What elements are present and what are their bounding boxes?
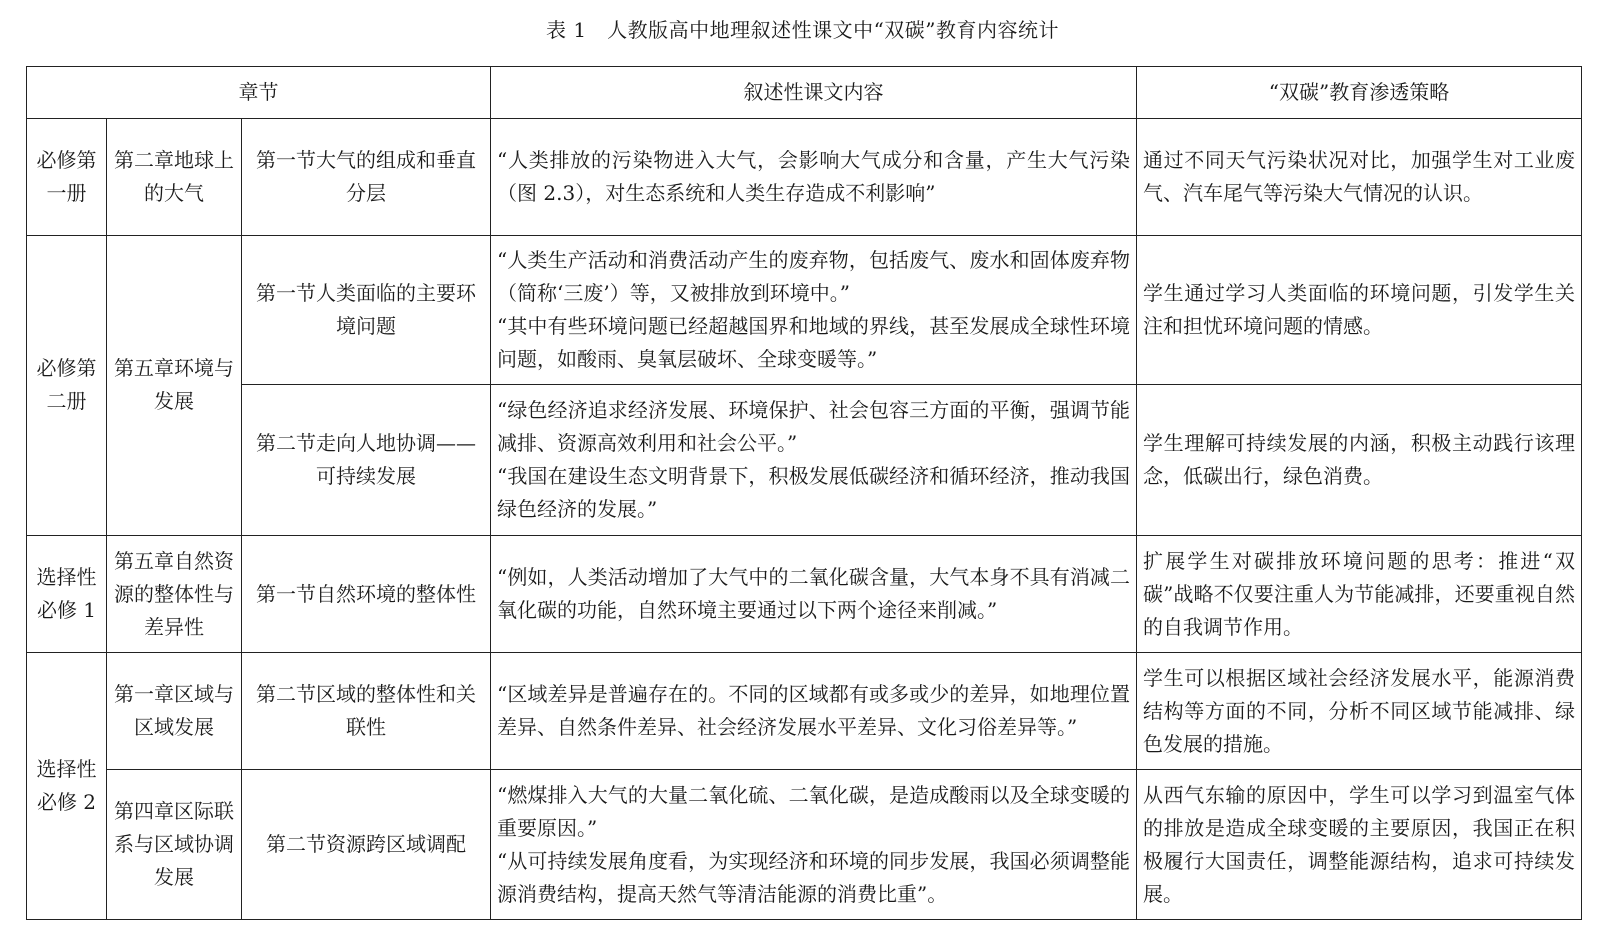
content-cell xyxy=(491,385,1137,536)
section-cell: 第一节大气的组成和垂直分层 xyxy=(242,118,491,235)
strategy-cell: 学生理解可持续发展的内涵，积极主动践行该理念，低碳出行，绿色消费。 xyxy=(1137,385,1582,536)
content-paragraph: “我国在建设生态文明背景下，积极发展低碳经济和循环经济，推动我国绿色经济的发展。” xyxy=(497,464,1131,522)
header-strategy: “双碳”教育渗透策略 xyxy=(1137,67,1582,119)
section-cell: 第一节人类面临的主要环境问题 xyxy=(242,235,491,385)
content-paragraph: “从可持续发展角度看，为实现经济和环境的同步发展，我国必须调整能源消费结构，提高天然气等清洁能源的消费比重”。 xyxy=(497,848,1131,906)
chapter-cell: 第二章地球上的大气 xyxy=(107,118,242,235)
strategy-cell: 扩展学生对碳排放环境问题的思考：推进“双碳”战略不仅要注重人为节能减排，还要重视自然的自我调节作用。 xyxy=(1137,536,1582,653)
section-cell: 第一节自然环境的整体性 xyxy=(242,536,491,653)
table-row xyxy=(27,385,1582,536)
content-cell xyxy=(491,770,1137,920)
chapter-cell: 第一章区域与区域发展 xyxy=(107,653,242,770)
content-cell xyxy=(491,653,1137,770)
content-cell xyxy=(491,536,1137,653)
table-row xyxy=(27,235,1582,385)
content-paragraph: “人类排放的污染物进入大气，会影响大气成分和含量，产生大气污染（图 2.3），对生态系统和人类生存造成不利影响” xyxy=(497,147,1131,205)
strategy-cell: 通过不同天气污染状况对比，加强学生对工业废气、汽车尾气等污染大气情况的认识。 xyxy=(1137,118,1582,235)
chapter-cell: 第五章自然资源的整体性与差异性 xyxy=(107,536,242,653)
content-paragraph: “燃煤排入大气的大量二氧化硫、二氧化碳，是造成酸雨以及全球变暖的重要原因。” xyxy=(497,782,1131,840)
header-content: 叙述性课文内容 xyxy=(491,67,1137,119)
content-cell xyxy=(491,235,1137,385)
table-row xyxy=(27,118,1582,235)
content-paragraph: “其中有些环境问题已经超越国界和地域的界线，甚至发展成全球性环境问题，如酸雨、臭氧层破坏、全球变暖等。” xyxy=(497,313,1131,371)
section-cell: 第二节区域的整体性和关联性 xyxy=(242,653,491,770)
section-cell: 第二节走向人地协调——可持续发展 xyxy=(242,385,491,536)
table-row xyxy=(27,536,1582,653)
table-row xyxy=(27,653,1582,770)
content-cell xyxy=(491,118,1137,235)
content-paragraph: “绿色经济追求经济发展、环境保护、社会包容三方面的平衡，强调节能减排、资源高效利用和社会公平。” xyxy=(497,398,1131,456)
table-caption: 表 1 人教版高中地理叙述性课文中“双碳”教育内容统计 xyxy=(545,18,1060,42)
strategy-cell: 从西气东输的原因中，学生可以学习到温室气体的排放是造成全球变暖的主要原因，我国正在积极履行大国责任，调整能源结构，追求可持续发展。 xyxy=(1137,770,1582,920)
book-cell: 必修第一册 xyxy=(27,118,107,235)
section-cell: 第二节资源跨区域调配 xyxy=(242,770,491,920)
content-paragraph: “人类生产活动和消费活动产生的废弃物，包括废气、废水和固体废弃物（简称‘三废’）等，又被排放到环境中。” xyxy=(497,247,1131,305)
strategy-cell: 学生可以根据区域社会经济发展水平，能源消费结构等方面的不同，分析不同区域节能减排、绿色发展的措施。 xyxy=(1137,653,1582,770)
content-paragraph: “例如，人类活动增加了大气中的二氧化碳含量，大气本身不具有消减二氧化碳的功能，自然环境主要通过以下两个途径来削减。” xyxy=(497,565,1131,623)
header-chapter: 章节 xyxy=(27,67,491,119)
content-paragraph: “区域差异是普遍存在的。不同的区域都有或多或少的差异，如地理位置差异、自然条件差异、社会经济发展水平差异、文化习俗差异等。” xyxy=(497,682,1131,740)
book-cell: 选择性必修 2 xyxy=(27,653,107,920)
table-row xyxy=(27,770,1582,920)
chapter-cell: 第五章环境与发展 xyxy=(107,235,242,536)
statistics-table xyxy=(26,66,1582,920)
strategy-cell: 学生通过学习人类面临的环境问题，引发学生关注和担忧环境问题的情感。 xyxy=(1137,235,1582,385)
book-cell: 选择性必修 1 xyxy=(27,536,107,653)
header-row xyxy=(27,67,1582,119)
book-cell: 必修第二册 xyxy=(27,235,107,536)
chapter-cell: 第四章区际联系与区域协调发展 xyxy=(107,770,242,920)
